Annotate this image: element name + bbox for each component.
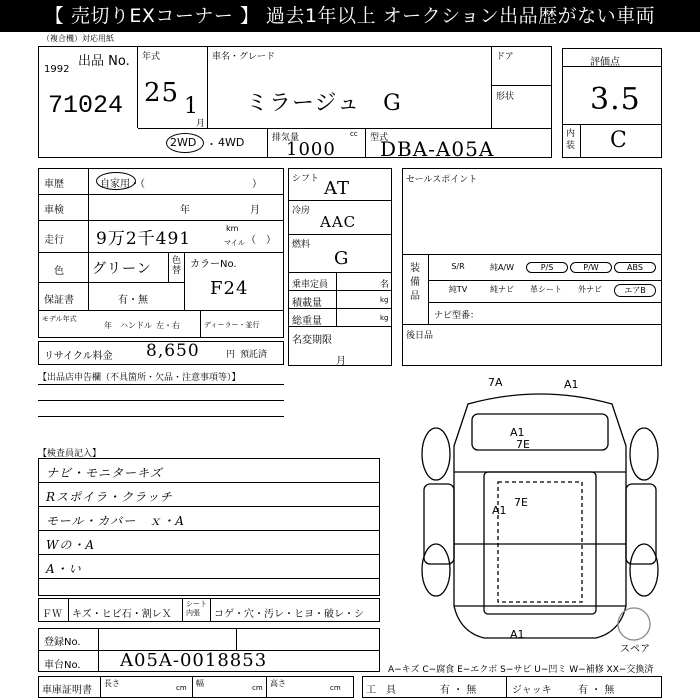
interior-label: 内装 bbox=[566, 129, 576, 151]
tools-label: 工 具 bbox=[366, 685, 396, 696]
cert-col: cm bbox=[330, 684, 341, 692]
fuel-label: 燃料 bbox=[292, 240, 311, 250]
navi-label: ナビ型番： bbox=[434, 311, 480, 321]
color-label: 色 bbox=[54, 266, 64, 277]
year-value: 25 bbox=[144, 78, 180, 108]
score-label: 評価点 bbox=[590, 57, 620, 68]
damage-mark: 7E bbox=[514, 496, 528, 509]
shift-label: シフト bbox=[292, 174, 320, 184]
interior-value: C bbox=[610, 128, 628, 153]
fuel-value: G bbox=[334, 248, 350, 269]
car-damage-diagram bbox=[400, 374, 690, 656]
equipment-label: 装備品 bbox=[410, 263, 420, 302]
lot-code: 1992 bbox=[44, 64, 70, 75]
shift-value: AT bbox=[324, 178, 351, 199]
ac-label: 冷房 bbox=[292, 206, 311, 216]
chassis-value: A05A-0018853 bbox=[120, 650, 268, 671]
fw-items: キズ・ヒビ石・割レＸ bbox=[72, 609, 172, 620]
inspection-label: 車検 bbox=[44, 205, 64, 216]
drive-sep: ・ bbox=[206, 138, 217, 151]
equipment-item: 純A/W bbox=[489, 263, 515, 272]
registration-label: 登録No. bbox=[44, 637, 81, 648]
cert-col: 幅 bbox=[196, 679, 204, 688]
damage-mark: A1 bbox=[492, 504, 507, 517]
drive-4wd: 4WD bbox=[218, 136, 245, 149]
wheel-fr bbox=[630, 428, 658, 480]
fw-label: ＦＷ bbox=[42, 609, 62, 620]
load-label: 積載量 bbox=[292, 298, 322, 309]
recycle-unit: 円 bbox=[226, 350, 236, 360]
model-cell bbox=[366, 128, 552, 161]
chassis-label: 車台No. bbox=[44, 660, 81, 671]
wheel-rl bbox=[422, 544, 450, 596]
score-value: 3.5 bbox=[590, 82, 641, 117]
inspector-note: A・い bbox=[46, 562, 82, 576]
equipment-item: エアB bbox=[614, 284, 656, 297]
car-name-value: ミラージュ G bbox=[246, 91, 402, 116]
inspection-month: 月 bbox=[250, 205, 260, 216]
capacity-label: 乗車定員 bbox=[292, 280, 329, 290]
displacement-cell bbox=[268, 128, 366, 158]
mileage-value: 9万2千491 bbox=[96, 229, 192, 249]
car-name-cell bbox=[208, 46, 492, 128]
equipment-item: S/R bbox=[451, 262, 465, 271]
wheel-rr bbox=[630, 544, 658, 596]
mileage-label: 走行 bbox=[44, 235, 64, 246]
warranty-opts: 有・無 bbox=[118, 295, 148, 306]
equipment-item: 革シート bbox=[530, 285, 562, 294]
inspection-year: 年 bbox=[180, 205, 190, 216]
drive-2wd: 2WD bbox=[170, 136, 197, 149]
ac-value: AAC bbox=[320, 213, 357, 231]
damage-mark: 7A bbox=[488, 376, 503, 389]
equipment-item: P/W bbox=[570, 262, 612, 273]
model-year-year: 年 bbox=[104, 321, 112, 330]
door-label: ドア bbox=[496, 52, 514, 62]
displacement-value: 1000 bbox=[286, 139, 336, 160]
history-close: ） bbox=[252, 179, 262, 190]
cert-col: cm bbox=[176, 684, 187, 692]
lot-cell bbox=[38, 46, 138, 128]
sales-point-label: セールスポイント bbox=[406, 175, 478, 185]
jack-label: ジャッキ bbox=[512, 685, 552, 696]
lot-label: 出品 No. bbox=[78, 54, 130, 69]
recycle-status: 預託済 bbox=[240, 350, 268, 360]
equipment-item: P/S bbox=[526, 262, 568, 273]
cert-col: 長さ bbox=[104, 679, 120, 688]
recycle-value: 8,650 bbox=[146, 341, 200, 361]
cert-col: 高さ bbox=[270, 679, 286, 688]
recycle-label: リサイクル料金 bbox=[44, 351, 113, 362]
damage-mark: 7E bbox=[516, 438, 530, 451]
mileage-mile: マイル bbox=[224, 239, 245, 247]
mileage-km: km bbox=[226, 224, 239, 233]
sub-note: （複合機）対応用紙 bbox=[42, 34, 114, 43]
equipment-item: ABS bbox=[614, 262, 656, 273]
model-label: 型式 bbox=[370, 133, 389, 143]
year-month: 1 bbox=[184, 94, 199, 119]
load-unit: kg bbox=[380, 296, 389, 304]
shape-label: 形状 bbox=[496, 92, 515, 102]
fw-sheet: シート内張 bbox=[186, 600, 207, 617]
date-in-label: 後日品 bbox=[406, 331, 434, 341]
inspector-label: 【検査員記入】 bbox=[38, 449, 102, 459]
equipment-item: 外ナビ bbox=[578, 285, 602, 294]
spare-label: スペア bbox=[620, 644, 650, 655]
history-label: 車歴 bbox=[44, 179, 64, 190]
warranty-label: 保証書 bbox=[44, 295, 74, 306]
weight-label: 総重量 bbox=[292, 316, 322, 327]
year-label: 年式 bbox=[142, 52, 161, 62]
inspector-note: Wの・A bbox=[46, 538, 96, 552]
nameplate-label: 名変期限 bbox=[292, 335, 332, 346]
damage-mark: A1 bbox=[564, 378, 579, 391]
history-opts: 自家用・（ bbox=[100, 179, 145, 190]
shape-cell bbox=[492, 86, 552, 128]
door-cell bbox=[492, 46, 552, 86]
mileage-paren: （ ） bbox=[246, 235, 276, 246]
cert-label: 車庫証明書 bbox=[42, 685, 92, 696]
wheel-fl bbox=[422, 428, 450, 480]
fw-marks: コゲ・穴・汚レ・ヒヨ・破レ・シ bbox=[214, 609, 364, 620]
damage-legend: A−キズ C−腐食 E−エクボ S−サビ U−凹ミ W−補修 XX−交換済 bbox=[388, 665, 654, 675]
year-month-unit: 月 bbox=[196, 119, 206, 129]
color-value: グリーン bbox=[92, 261, 152, 277]
handle-opts: 左・右 bbox=[156, 321, 180, 330]
capacity-unit: 名 bbox=[380, 280, 390, 290]
car-name-label: 車名・グレード bbox=[212, 52, 276, 62]
cert-col: cm bbox=[252, 684, 263, 692]
lot-number: 71024 bbox=[48, 91, 124, 120]
handle-label: ハンドル bbox=[120, 321, 152, 330]
inspector-note: モール・カバー ｘ・A bbox=[46, 514, 185, 528]
displacement-label: 排気量 bbox=[272, 133, 300, 143]
tools-opts: 有 ・ 無 bbox=[440, 685, 477, 696]
spare-wheel bbox=[618, 608, 650, 640]
drive-cell bbox=[138, 128, 268, 158]
color-code-value: F24 bbox=[210, 278, 249, 299]
jack-opts: 有 ・ 無 bbox=[578, 685, 615, 696]
year-cell bbox=[138, 46, 208, 128]
damage-mark: A1 bbox=[510, 628, 525, 641]
page-banner: 【 売切りEXコーナー 】 過去1年以上 オークション出品歴がない車両 bbox=[0, 0, 700, 32]
inspector-note: Rスポイラ・クラッチ bbox=[46, 490, 173, 504]
displacement-unit: cc bbox=[350, 130, 358, 138]
equipment-item: 純TV bbox=[448, 285, 468, 294]
weight-unit: kg bbox=[380, 314, 389, 322]
inspector-note: ナビ・モニターキズ bbox=[46, 466, 163, 480]
nameplate-month: 月 bbox=[336, 356, 346, 367]
dealer-opts: ディーラー・並行 bbox=[204, 321, 260, 329]
equipment-item: 純ナビ bbox=[490, 285, 514, 294]
color-change: 色替 bbox=[172, 256, 182, 276]
model-year-label: モデル年式 bbox=[42, 315, 77, 323]
declaration-label: 【出品店申告欄（不具箇所・欠品・注意事項等）】 bbox=[38, 373, 241, 383]
color-code-label: カラーNo. bbox=[190, 259, 237, 270]
damage-mark: A1 bbox=[510, 426, 525, 439]
model-value: DBA-A05A bbox=[380, 137, 495, 161]
